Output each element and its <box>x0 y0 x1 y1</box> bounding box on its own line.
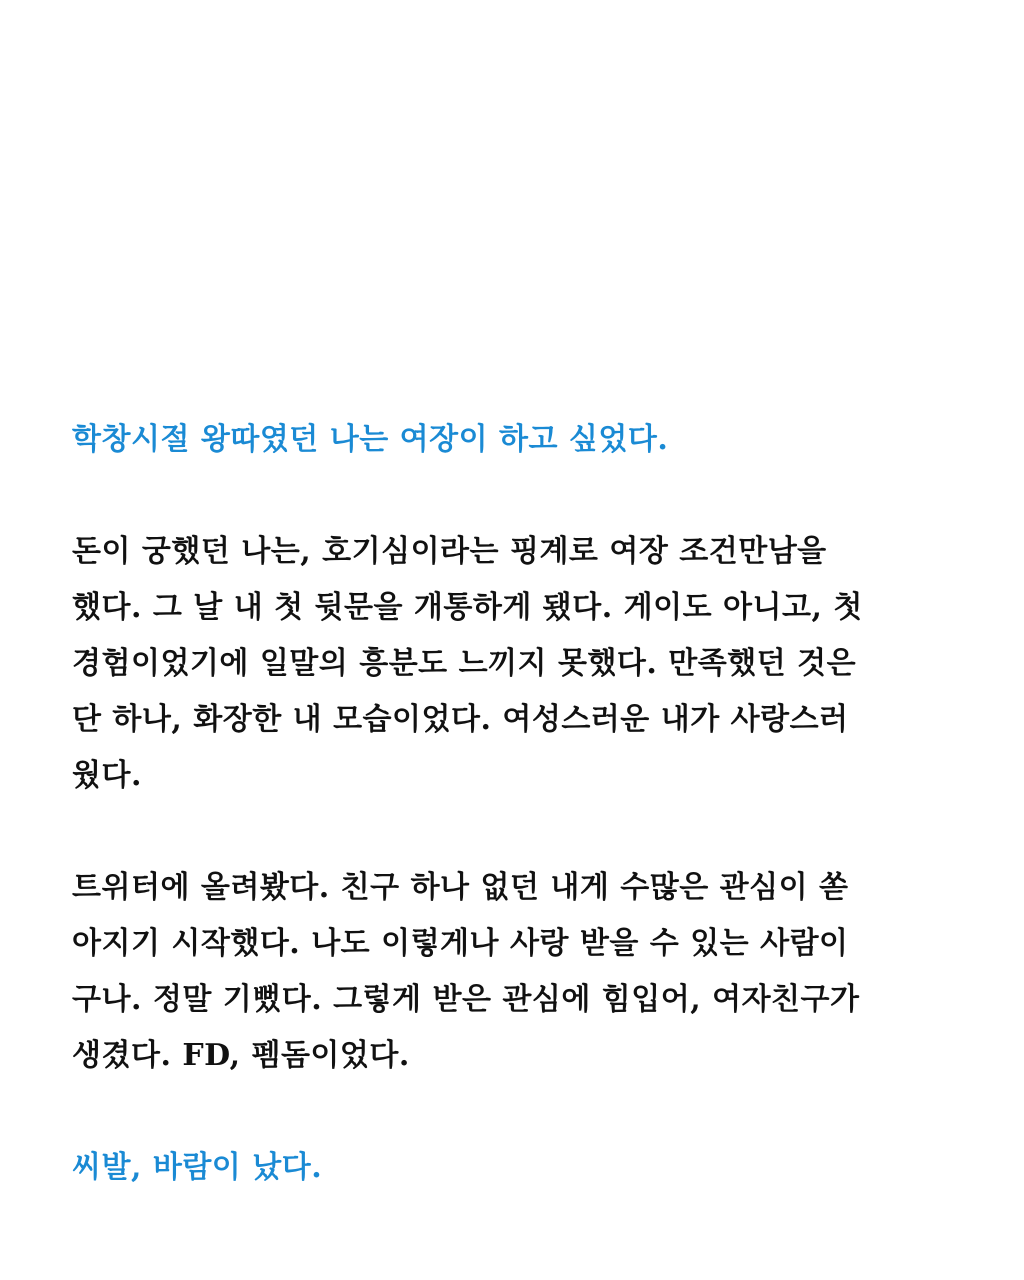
paragraph-closing <box>72 1140 972 1196</box>
text-line: 트위터에 올려봤다. 친구 하나 없던 내게 수많은 관심이 쏟 <box>72 870 849 905</box>
text-line: 구나. 정말 기뻤다. 그렇게 받은 관심에 힘입어, 여자친구가 <box>72 982 860 1017</box>
text-line: 웠다. <box>72 758 142 793</box>
paragraph-intro <box>72 412 972 468</box>
text-line: 씨발, 바람이 났다. <box>72 1150 323 1185</box>
text-line: 했다. 그 날 내 첫 뒷문을 개통하게 됐다. 게이도 아니고, 첫 <box>72 590 863 625</box>
text-line: 학창시절 왕따였던 나는 여장이 하고 싶었다. <box>72 422 669 457</box>
text-line: 단 하나, 화장한 내 모습이었다. 여성스러운 내가 사랑스러 <box>72 702 849 737</box>
text-line: 경험이었기에 일말의 흥분도 느끼지 못했다. 만족했던 것은 <box>72 646 857 681</box>
text-line: 아지기 시작했다. 나도 이렇게나 사랑 받을 수 있는 사람이 <box>72 926 849 961</box>
paragraph-first-experience <box>72 524 972 804</box>
story-text <box>72 412 972 1252</box>
text-line: 돈이 궁했던 나는, 호기심이라는 핑계로 여장 조건만남을 <box>72 534 827 569</box>
paragraph-twitter <box>72 860 972 1084</box>
text-line: 생겼다. FD, 펨돔이었다. <box>72 1038 410 1073</box>
